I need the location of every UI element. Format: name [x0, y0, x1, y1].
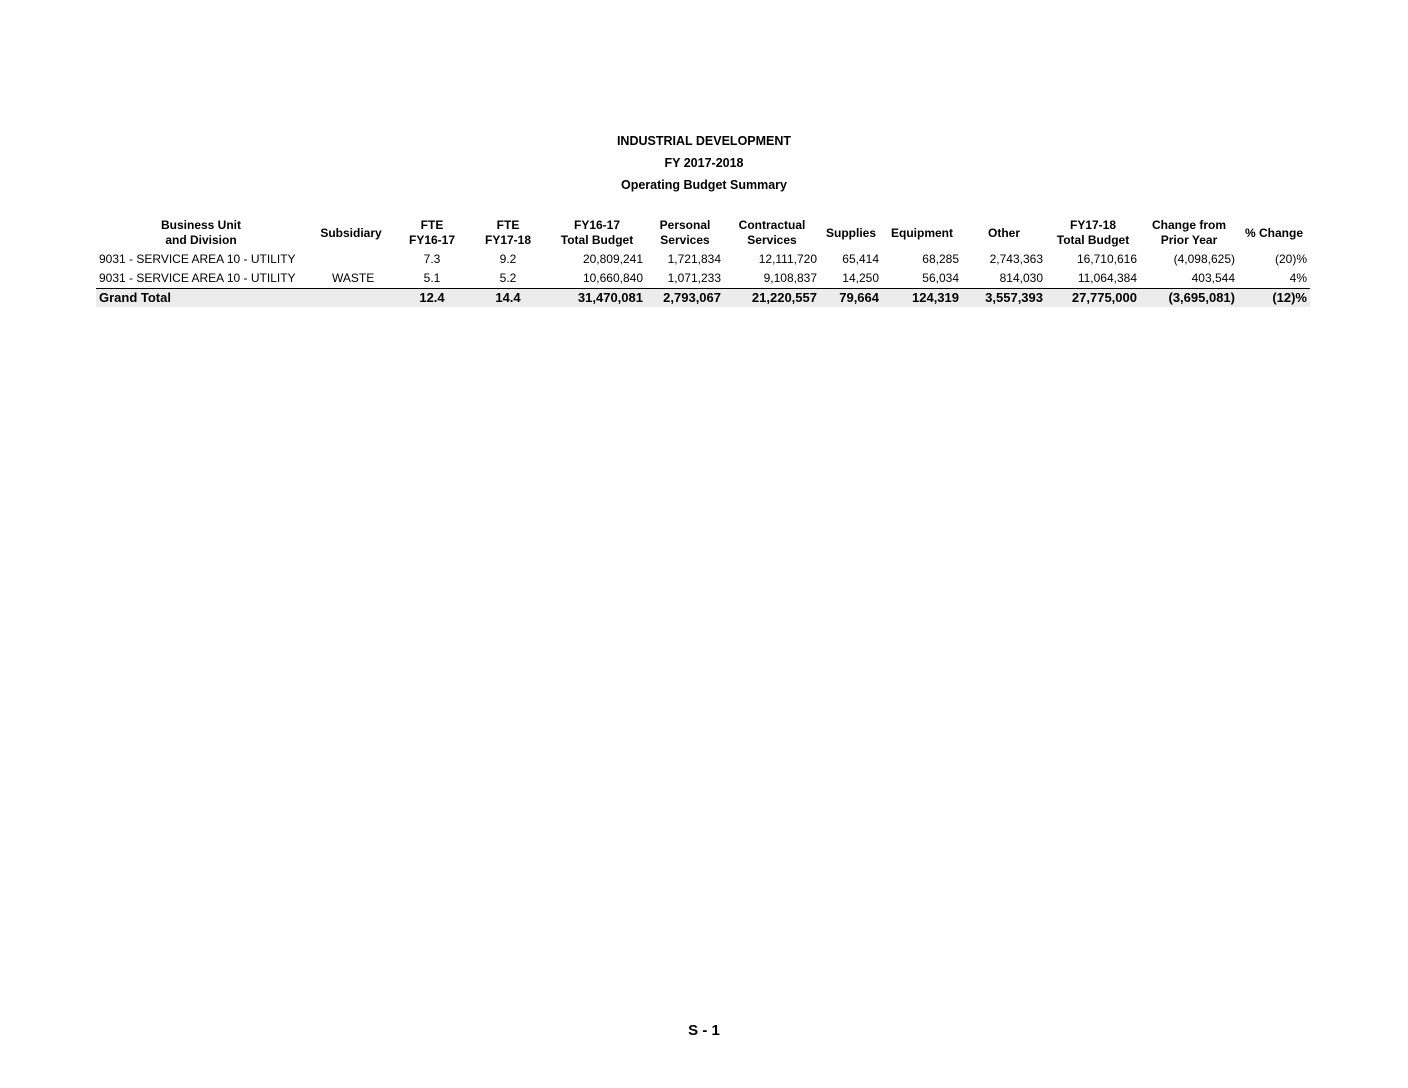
other-cell: 814,030 — [999, 271, 1043, 285]
fte-1718-cell: 5.2 — [499, 271, 517, 285]
column-header: Supplies — [825, 225, 876, 240]
subsidiary-cell — [306, 289, 396, 308]
contractual-services-cell: 12,111,720 — [758, 252, 817, 266]
fte-1617-cell: 7.3 — [423, 252, 441, 266]
change-cell: 403,544 — [1191, 271, 1235, 285]
percent-change-cell: (20)% — [1274, 252, 1307, 266]
contractual-services-cell: 9,108,837 — [763, 271, 817, 285]
percent-change-cell: (12)% — [1238, 289, 1310, 308]
equipment-cell: 56,034 — [922, 271, 959, 285]
change-cell: (4,098,625) — [1173, 252, 1235, 266]
column-header: Contractual Services — [738, 218, 806, 247]
supplies-cell: 79,664 — [820, 289, 882, 308]
grand-total-row — [96, 289, 1310, 308]
fy1617-total-cell: 20,809,241 — [582, 252, 643, 266]
column-header: % Change — [1244, 225, 1303, 240]
fy1718-total-cell: 11,064,384 — [1077, 271, 1137, 285]
column-header: FY17-18 Total Budget — [1056, 218, 1130, 247]
contractual-services-cell: 21,220,557 — [724, 289, 820, 308]
fy1617-total-cell: 31,470,081 — [548, 289, 646, 308]
fy1718-total-cell: 27,775,000 — [1046, 289, 1140, 308]
fte-1718-cell: 9.2 — [499, 252, 517, 266]
column-header: FTE FY17-18 — [484, 218, 532, 247]
table-header-row — [96, 216, 1310, 250]
column-header: Business Unit and Division — [160, 218, 241, 247]
personal-services-cell: 1,721,834 — [667, 252, 721, 266]
fiscal-year: FY 2017-2018 — [664, 156, 744, 170]
report-header — [0, 130, 1408, 196]
column-header: FY16-17 Total Budget — [560, 218, 634, 247]
column-header: Subsidiary — [320, 225, 382, 240]
report-subtitle: Operating Budget Summary — [621, 178, 787, 192]
subsidiary-cell — [306, 250, 396, 269]
column-header: Change from Prior Year — [1151, 218, 1226, 247]
other-cell: 2,743,363 — [989, 252, 1043, 266]
fte-1718-cell: 14.4 — [468, 289, 548, 308]
grand-total-label: Grand Total — [96, 289, 306, 308]
fte-1617-cell: 5.1 — [423, 271, 441, 285]
fy1617-total-cell: 10,660,840 — [582, 271, 643, 285]
business-unit-cell: 9031 - SERVICE AREA 10 - UTILITY — [99, 271, 296, 285]
fy1718-total-cell: 16,710,616 — [1076, 252, 1137, 266]
column-header: FTE FY16-17 — [408, 218, 456, 247]
personal-services-cell: 2,793,067 — [646, 289, 724, 308]
business-unit-cell: 9031 - SERVICE AREA 10 - UTILITY — [99, 252, 296, 266]
supplies-cell: 14,250 — [842, 271, 879, 285]
other-cell: 3,557,393 — [962, 289, 1046, 308]
subsidiary-cell: WASTE — [332, 271, 375, 285]
column-header: Other — [987, 225, 1020, 240]
personal-services-cell: 1,071,233 — [667, 271, 721, 285]
percent-change-cell: 4% — [1289, 271, 1307, 285]
table-row — [96, 250, 1310, 269]
budget-summary-table — [96, 216, 1310, 307]
change-cell: (3,695,081) — [1140, 289, 1238, 308]
equipment-cell: 68,285 — [922, 252, 959, 266]
supplies-cell: 65,414 — [842, 252, 879, 266]
equipment-cell: 124,319 — [882, 289, 962, 308]
column-header: Personal Services — [659, 218, 711, 247]
report-title: INDUSTRIAL DEVELOPMENT — [616, 134, 792, 148]
table-row — [96, 269, 1310, 289]
page-number: S - 1 — [688, 1022, 720, 1039]
fte-1617-cell: 12.4 — [396, 289, 468, 308]
column-header: Equipment — [891, 225, 953, 240]
